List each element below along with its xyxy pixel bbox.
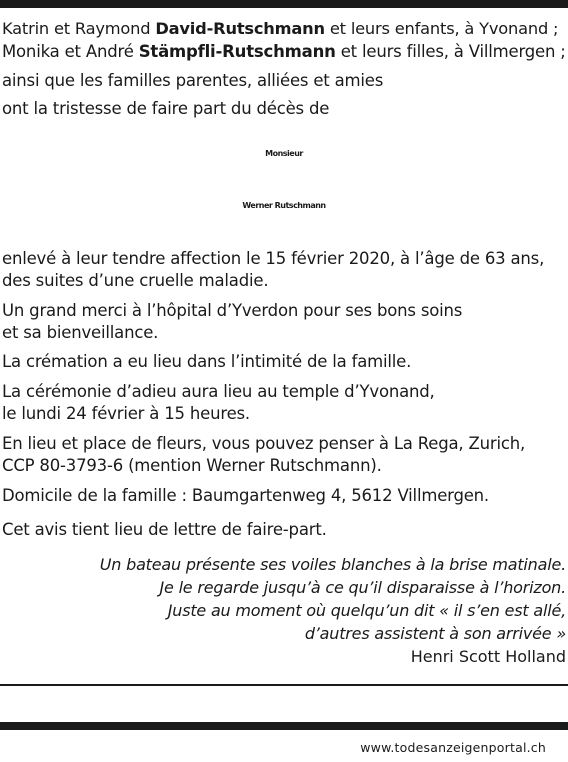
death-details-line-1: enlevé à leur tendre affection le 15 février 2020, à l’âge de 63 ans,	[2, 249, 545, 268]
closing-divider	[0, 684, 568, 686]
poem-author: Henri Scott Holland	[410, 647, 566, 666]
deceased-title: Monsieur	[265, 149, 303, 158]
family-line-1	[2, 18, 558, 40]
domicile-line: Domicile de la famille : Baumgartenweg 4, 5612 Villmergen.	[2, 486, 489, 505]
poem-line-3: Juste au moment où quelqu’un dit « il s’en est allé,	[167, 601, 566, 620]
poem-line-2: Je le regarde jusqu’à ce qu’il disparaisse à l’horizon.	[159, 578, 566, 597]
relatives-line: ainsi que les familles parentes, alliées et amies	[2, 71, 384, 90]
family-line-2	[2, 41, 566, 63]
thanks-line-1: Un grand merci à l’hôpital d’Yverdon pour ses bons soins	[2, 301, 463, 320]
announcement-line: ont la tristesse de faire part du décès de	[2, 99, 330, 118]
top-border-bar	[0, 0, 568, 8]
ceremony-line-1: La cérémonie d’adieu aura lieu au temple d’Yvonand,	[2, 382, 435, 401]
death-details-line-2: des suites d’une cruelle maladie.	[2, 271, 269, 290]
cremation-line: La crémation a eu lieu dans l’intimité de la famille.	[2, 352, 412, 371]
poem-line-4: d’autres assistent à son arrivée »	[304, 624, 566, 643]
family-line-2-prefix: Monika et André	[2, 42, 139, 61]
poem-line-1: Un bateau présente ses voiles blanches à la brise matinale.	[99, 555, 566, 574]
family-line-1-suffix: et leurs enfants, à Yvonand ;	[324, 19, 559, 38]
family-name-2: Stämpfli-Rutschmann	[138, 42, 336, 61]
family-line-2-suffix: et leurs filles, à Villmergen ;	[335, 42, 566, 61]
donation-line-1: En lieu et place de fleurs, vous pouvez penser à La Rega, Zurich,	[2, 434, 526, 453]
ceremony-line-2: le lundi 24 février à 15 heures.	[2, 404, 250, 423]
notice-line: Cet avis tient lieu de lettre de faire-part.	[2, 520, 327, 539]
bottom-border-bar	[0, 722, 568, 730]
deceased-name: Werner Rutschmann	[242, 201, 326, 210]
footer-website-link[interactable]: www.todesanzeigenportal.ch	[360, 740, 546, 755]
donation-line-2: CCP 80-3793-6 (mention Werner Rutschmann).	[2, 456, 382, 475]
family-name-1: David-Rutschmann	[155, 19, 325, 38]
family-line-1-prefix: Katrin et Raymond	[2, 19, 156, 38]
thanks-line-2: et sa bienveillance.	[2, 323, 159, 342]
